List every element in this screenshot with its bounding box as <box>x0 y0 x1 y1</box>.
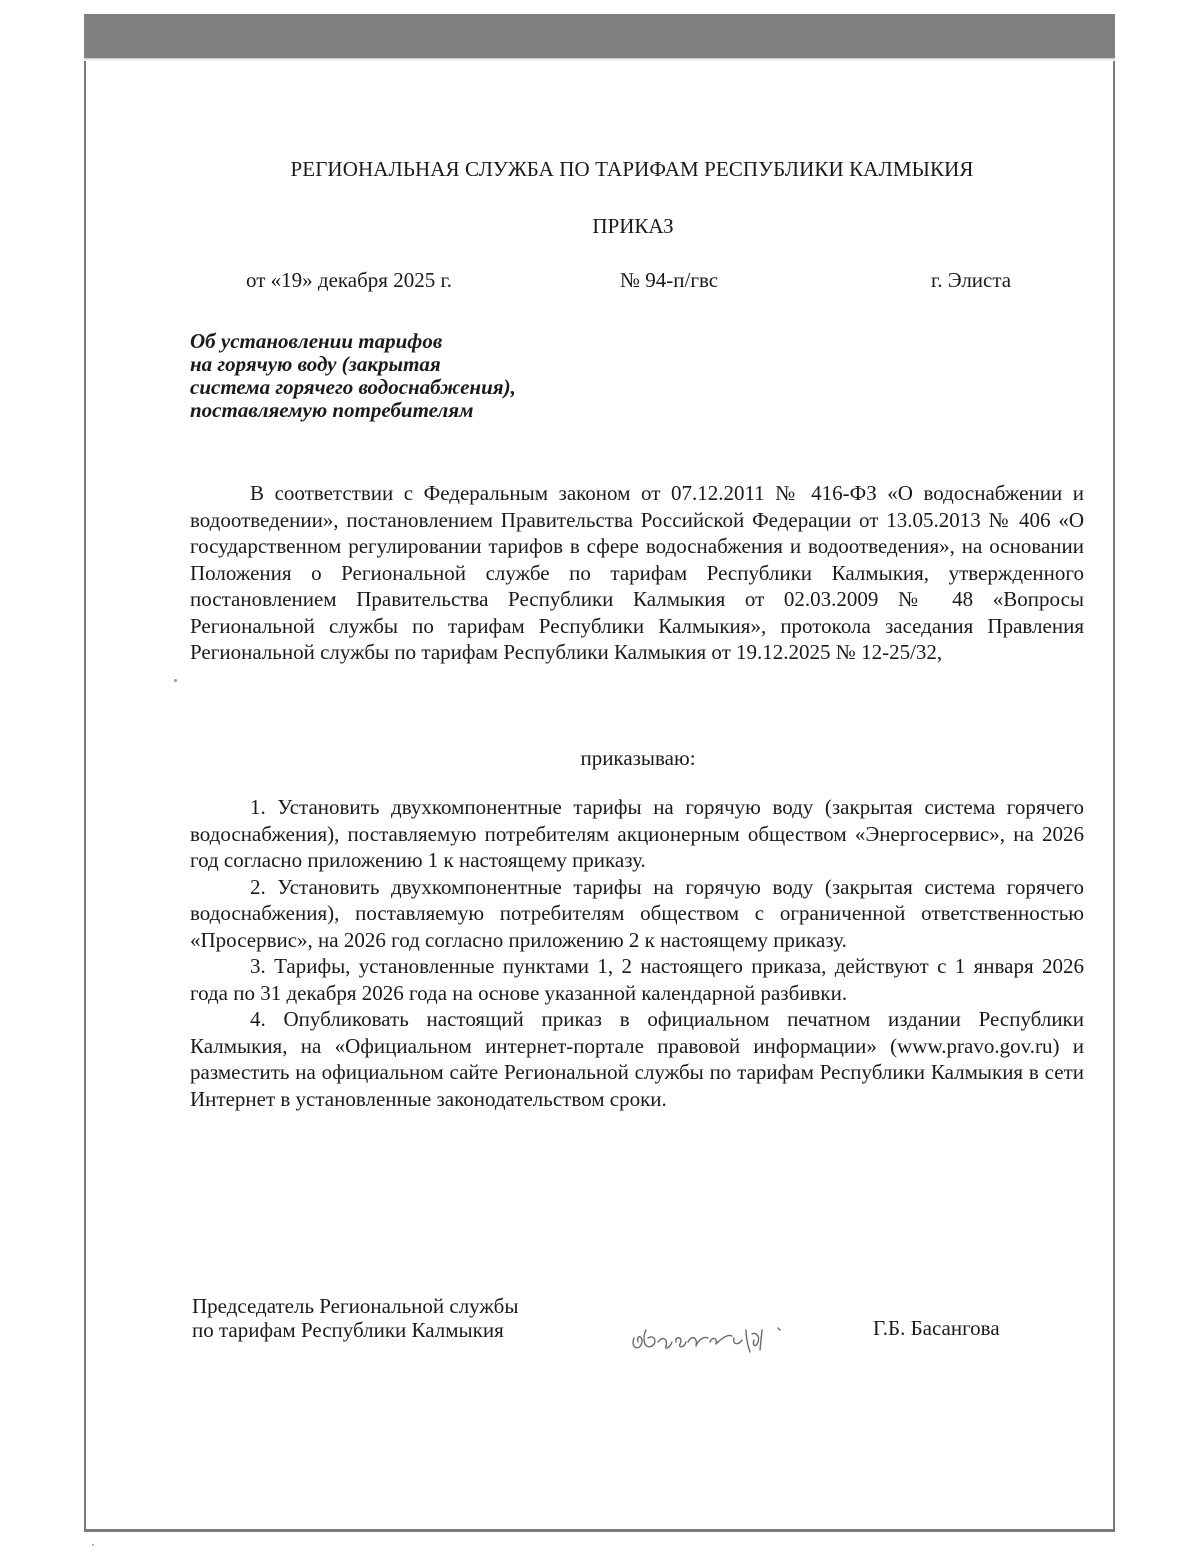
scan-bar-shadow <box>84 58 1115 61</box>
order-item: 4. Опубликовать настоящий приказ в официальном печатном издании Республики Калмыкия, на «Официальном интернет-портале правовой информации» (www.pravo.gov.ru) и разместить на официальном сайте Региональной службы по тарифам Республики Калмыкия в сети Интернет в установленные законодательством сроки. <box>190 1007 1084 1111</box>
signer-name: Г.Б. Басангова <box>873 1316 1000 1340</box>
document-number: № 94-п/гвс <box>620 268 719 292</box>
order-items <box>190 794 1084 1112</box>
order-item: 3. Тарифы, установленные пунктами 1, 2 настоящего приказа, действуют с 1 января 2026 года по 31 декабря 2026 года на основе указанной календарной разбивки. <box>190 954 1084 1005</box>
order-item: 2. Установить двухкомпонентные тарифы на горячую воду (закрытая система горячего водоснабжения), поставляемую потребителям обществом с ограниченной ответственностью «Просервис», на 2026 год согласно приложению 2 к настоящему приказу. <box>190 874 1084 952</box>
order-word: приказываю: <box>580 746 696 770</box>
document-city: г. Элиста <box>931 268 1012 292</box>
signatory-title <box>192 1294 518 1342</box>
scan-speck <box>92 1544 94 1546</box>
signatory-title-line: Председатель Региональной службы <box>192 1294 519 1318</box>
document-date: от «19» декабря 2025 г. <box>246 268 452 292</box>
subject-line: система горячего водоснабжения), <box>190 375 516 399</box>
handwritten-signature <box>628 1308 828 1358</box>
document-subject <box>190 330 516 422</box>
subject-line: Об установлении тарифов <box>190 329 443 353</box>
order-item: 1. Установить двухкомпонентные тарифы на горячую воду (закрытая система горячего водоснабжения), поставляемую потребителям акционерным обществом «Энергосервис», на 2026 год согласно приложению 1 к настоящему приказу. <box>190 795 1084 872</box>
scan-top-bar <box>84 14 1115 58</box>
document-type: ПРИКАЗ <box>592 214 674 238</box>
scan-speck <box>174 679 177 682</box>
subject-line: на горячую воду (закрытая <box>190 352 441 376</box>
subject-line: поставляемую потребителям <box>190 398 474 422</box>
signatory-title-line: по тарифам Республики Калмыкия <box>192 1318 504 1342</box>
agency-title: РЕГИОНАЛЬНАЯ СЛУЖБА ПО ТАРИФАМ РЕСПУБЛИКИ КАЛМЫКИЯ <box>290 157 974 181</box>
preamble-paragraph: В соответствии с Федеральным законом от 07.12.2011 № 416-ФЗ «О водоснабжении и водоотведении», постановлением Правительства Российской Федерации от 13.05.2013 № 406 «О государственном регулировании тарифов в сфере водоснабжения и водоотведения», на основании Положения о Региональной службе по тарифам Республики Калмыкия, утвержденного постановлением Правительства Республики Калмыкия от 02.03.2009 № 48 «Вопросы Региональной службы по тарифам Республики Калмыкия», протокола заседания Правления Региональной службы по тарифам Республики Калмыкия от 19.12.2025 № 12-25/32, <box>190 481 1084 664</box>
